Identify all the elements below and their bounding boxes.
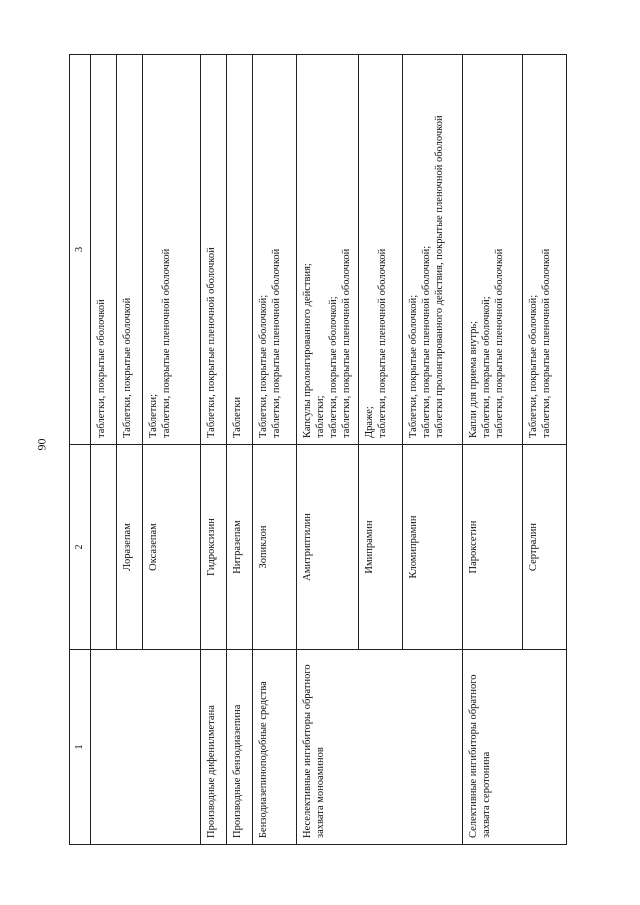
dosage-form-line: Капли для приема внутрь;: [467, 320, 479, 438]
dosage-forms-cell: [297, 55, 359, 445]
drug-name-cell: Нитразепам: [227, 445, 253, 650]
drug-name-cell: [91, 445, 117, 650]
dosage-forms-cell: [253, 55, 297, 445]
header-col-3: 3: [70, 55, 91, 445]
dosage-form-line: таблетки;: [315, 395, 327, 438]
dosage-forms-cell: [201, 55, 227, 445]
page-number: 90: [34, 438, 49, 451]
header-col-2: 2: [70, 445, 91, 650]
dosage-form-line: Капсулы пролонгированного действия;: [302, 263, 313, 438]
dosage-forms-cell: [117, 55, 143, 445]
dosage-form-line: Таблетки, покрытые оболочкой;: [258, 294, 269, 438]
drug-name-cell: Оксазепам: [143, 445, 201, 650]
dosage-form-line: Таблетки;: [148, 393, 159, 438]
dosage-form-line: таблетки пролонгированного действия, покрытые пленочной оболочкой: [433, 115, 445, 438]
dosage-form-line: таблетки, покрытые пленочной оболочкой: [493, 248, 505, 438]
dosage-forms-cell: [462, 55, 522, 445]
rotated-table-frame: [69, 55, 637, 845]
table-row: [253, 55, 297, 845]
table-row: [91, 55, 117, 845]
table-row: [227, 55, 253, 845]
dosage-form-line: Драже;: [363, 406, 375, 438]
dosage-forms-cell: [227, 55, 253, 445]
drug-name-cell: Имипрамин: [358, 445, 402, 650]
dosage-form-line: таблетки, покрытые пленочной оболочкой: [540, 248, 552, 438]
header-col-1: 1: [70, 650, 91, 845]
dosage-forms-cell: [522, 55, 566, 445]
group-cell: [91, 650, 201, 845]
dosage-forms-cell: [91, 55, 117, 445]
dosage-form-line: таблетки, покрытые оболочкой;: [480, 296, 492, 438]
dosage-forms-cell: [143, 55, 201, 445]
drug-name-cell: Сертралин: [522, 445, 566, 650]
dosage-form-line: таблетки, покрытые оболочкой;: [328, 296, 340, 438]
dosage-form-line: таблетки, покрытые пленочной оболочкой;: [420, 245, 432, 438]
dosage-form-line: таблетки, покрытые оболочкой: [96, 299, 107, 438]
dosage-form-line: таблетки, покрытые пленочной оболочкой: [376, 248, 388, 438]
dosage-form-line: Таблетки: [232, 396, 243, 438]
dosage-form-line: таблетки, покрытые пленочной оболочкой: [161, 248, 173, 438]
drug-name-cell: Гидроксизин: [201, 445, 227, 650]
group-cell: Производные бензодиазепина: [227, 650, 253, 845]
group-cell: Селективные ингибиторы обратного захвата серотонина: [462, 650, 566, 845]
dosage-forms-cell: [402, 55, 462, 445]
group-cell: Бензодиазепиноподобные средства: [253, 650, 297, 845]
header-row: [70, 55, 91, 845]
table-body: [91, 55, 567, 845]
drug-name-cell: Пароксетин: [462, 445, 522, 650]
table-row: [297, 55, 359, 845]
dosage-forms-cell: [358, 55, 402, 445]
drug-name-cell: Амитриптилин: [297, 445, 359, 650]
dosage-form-line: таблетки, покрытые пленочной оболочкой: [271, 248, 283, 438]
dosage-form-line: Таблетки, покрытые оболочкой;: [407, 294, 419, 438]
group-cell: Производные дифенилметана: [201, 650, 227, 845]
dosage-form-line: таблетки, покрытые пленочной оболочкой: [341, 248, 353, 438]
dosage-form-line: Таблетки, покрытые оболочкой;: [527, 294, 539, 438]
dosage-form-line: Таблетки, покрытые оболочкой: [122, 297, 133, 438]
table-row: [462, 55, 522, 845]
dosage-form-line: Таблетки, покрытые пленочной оболочкой: [206, 247, 217, 438]
drug-name-cell: Зопиклон: [253, 445, 297, 650]
table-row: [201, 55, 227, 845]
drug-name-cell: Кломипрамин: [402, 445, 462, 650]
drug-name-cell: Лоразепам: [117, 445, 143, 650]
drug-table: [69, 54, 567, 845]
group-cell: Неселективные ингибиторы обратного захвата моноаминов: [297, 650, 463, 845]
